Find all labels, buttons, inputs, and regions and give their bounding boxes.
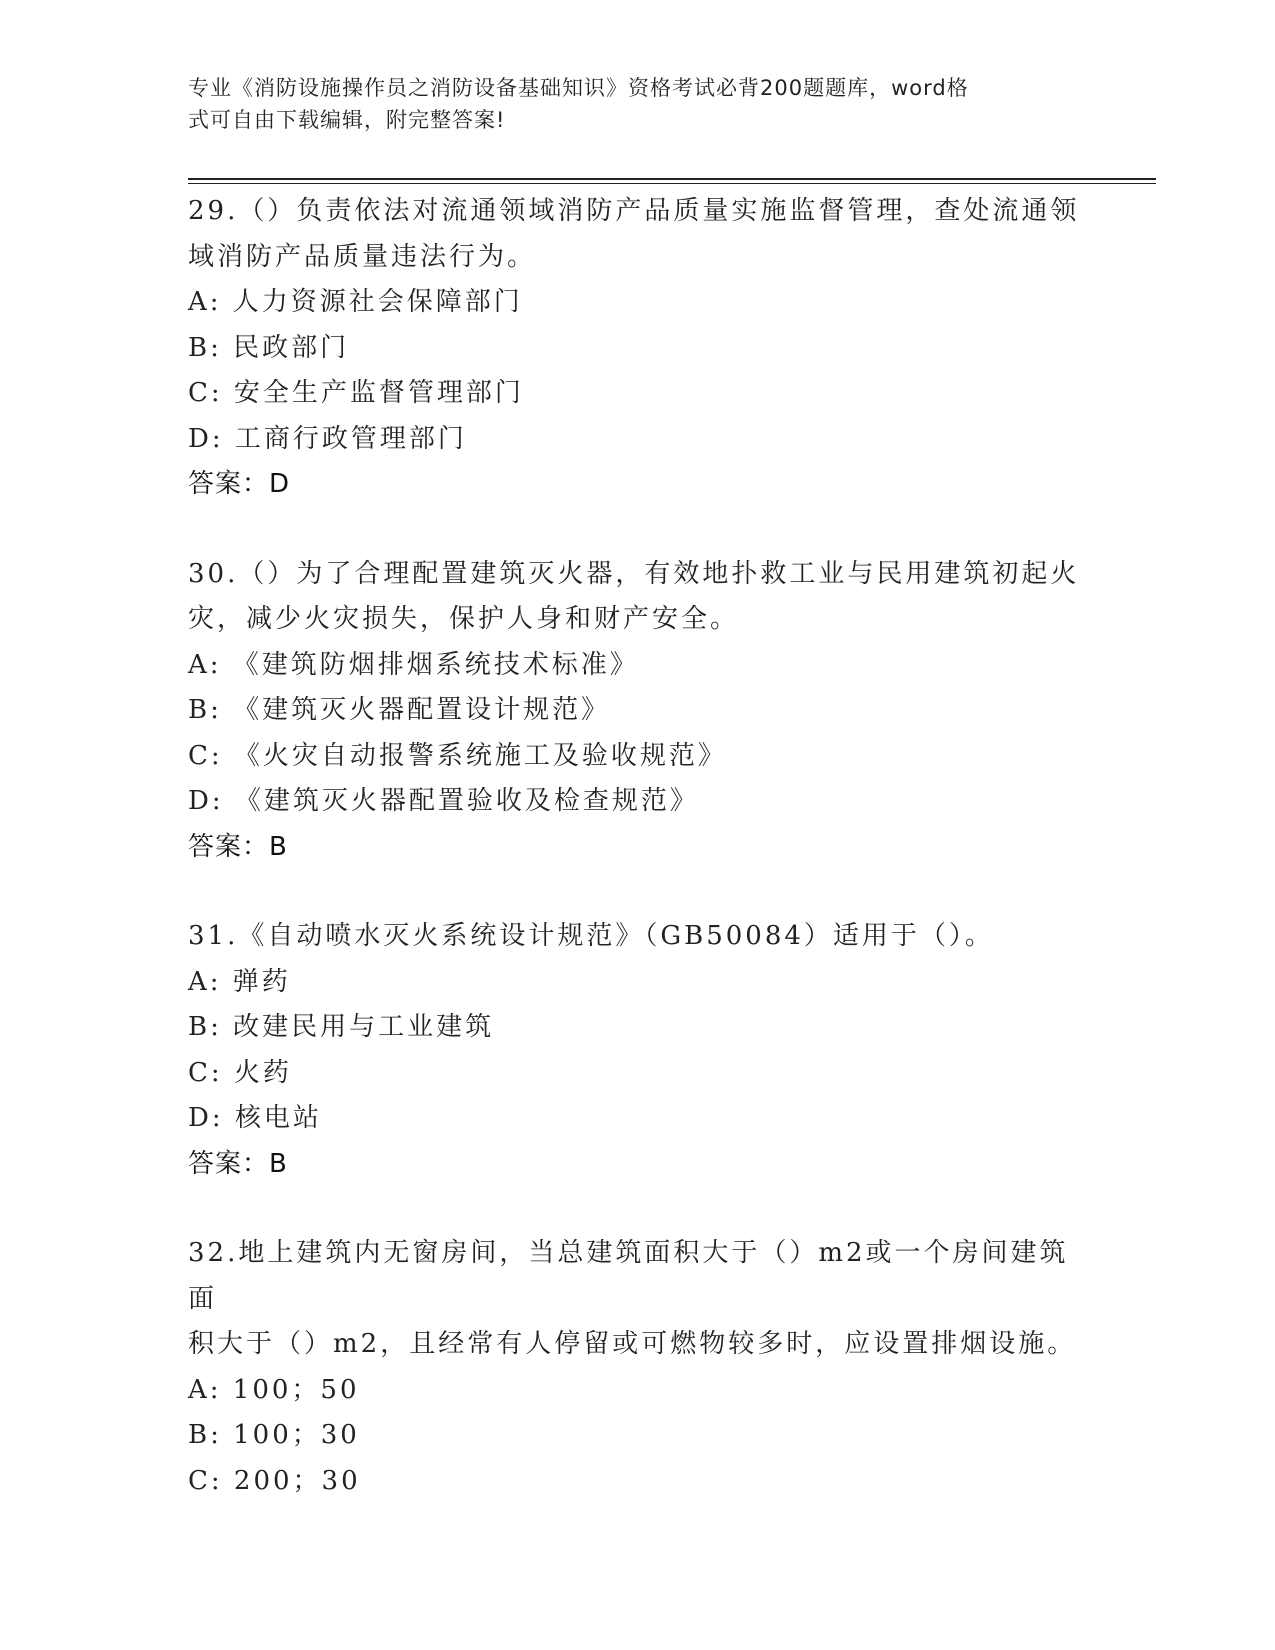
document-header [188,72,1068,136]
header-line-2: 式可自由下载编辑，附完整答案! [188,108,506,132]
option-c: C: 安全生产监督管理部门 [188,378,524,408]
header-line-1: 专业《消防设施操作员之消防设备基础知识》资格考试必背200题题库，word格 [188,76,969,100]
question-list [188,189,1088,1548]
answer: 答案：B [188,831,288,862]
question-32 [188,1231,1088,1504]
option-c: C: 《火灾自动报警系统施工及验收规范》 [188,740,727,771]
option-c: C: 火药 [188,1057,292,1088]
option-b: B: 100；30 [188,1420,360,1450]
option-b: B: 《建筑灭火器配置设计规范》 [188,695,611,725]
answer: 答案：D [188,469,291,499]
option-d: D: 核电站 [188,1103,322,1133]
question-31 [188,914,1088,1187]
header-rule-thin [188,183,1156,184]
question-stem-line: 31.《自动喷水灭火系统设计规范》（GB50084）适用于（）。 [188,921,994,951]
option-d: D: 工商行政管理部门 [188,423,467,454]
option-a: A: 《建筑防烟排烟系统技术标准》 [188,649,639,680]
question-stem-line: 灾，减少火灾损失，保护人身和财产安全。 [188,604,740,634]
option-a: A: 人力资源社会保障部门 [188,287,523,317]
option-d: D: 《建筑灭火器配置验收及检查规范》 [188,786,699,816]
option-a: A: 弹药 [188,966,291,997]
header-rule-thick [188,178,1156,180]
question-stem-line: 32.地上建筑内无窗房间，当总建筑面积大于（）m2或一个房间建筑面 [188,1238,1069,1314]
question-stem-line: 积大于（）m2，且经常有人停留或可燃物较多时，应设置排烟设施。 [188,1329,1077,1359]
option-b: B: 民政部门 [188,332,350,363]
option-b: B: 改建民用与工业建筑 [188,1012,495,1042]
answer: 答案：B [188,1148,288,1179]
question-29 [188,189,1088,508]
question-stem-line: 29.（）负责依法对流通领域消防产品质量实施监督管理，查处流通领 [188,196,1080,226]
option-a: A: 100；50 [188,1374,360,1405]
question-30 [188,552,1088,871]
question-stem-line: 30.（）为了合理配置建筑灭火器，有效地扑救工业与民用建筑初起火 [188,558,1080,589]
option-c: C: 200；30 [188,1465,361,1496]
question-stem-line: 域消防产品质量违法行为。 [188,241,537,272]
